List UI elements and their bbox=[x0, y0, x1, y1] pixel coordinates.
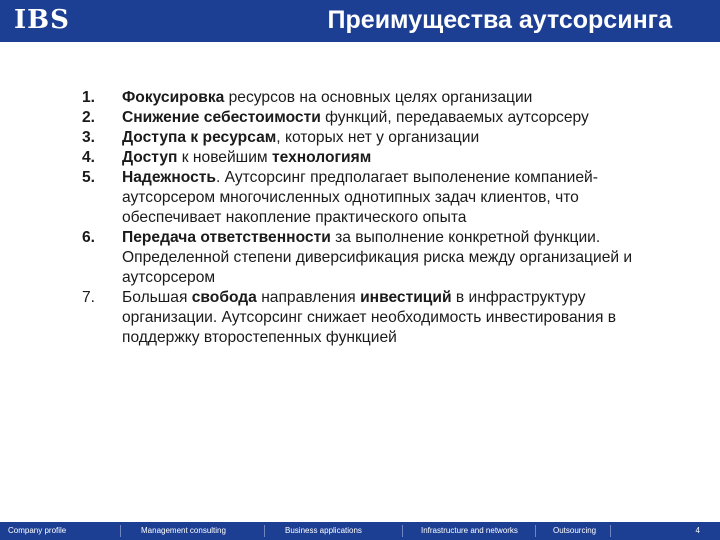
emphasis-text: технологиям bbox=[271, 149, 372, 166]
emphasis-text: свобода bbox=[191, 289, 257, 306]
footer-item-company-profile[interactable]: Company profile bbox=[8, 526, 67, 535]
footer-divider bbox=[535, 525, 536, 537]
body-text: за выполнение конкретной функции. Определенной степени диверсификация риска между организацией и аутсорсером bbox=[122, 229, 633, 286]
footer-divider bbox=[120, 525, 121, 537]
footer-item-infrastructure[interactable]: Infrastructure and networks bbox=[421, 526, 518, 535]
list-item-text bbox=[122, 228, 642, 288]
footer-divider bbox=[264, 525, 265, 537]
advantages-list bbox=[82, 88, 642, 348]
body-text: , которых нет у организации bbox=[276, 129, 480, 146]
body-text: направления bbox=[256, 289, 361, 306]
list-item-number: 5. bbox=[82, 169, 96, 186]
list-item-number: 3. bbox=[82, 129, 96, 146]
list-item-text bbox=[122, 108, 642, 128]
footer-item-business-applications[interactable]: Business applications bbox=[285, 526, 362, 535]
footer-bar bbox=[0, 522, 720, 540]
logo-text: IBS bbox=[14, 5, 70, 35]
body-text: функций, передаваемых аутсорсеру bbox=[320, 109, 589, 126]
footer-item-management-consulting[interactable]: Management consulting bbox=[141, 526, 226, 535]
emphasis-text: Снижение себестоимости bbox=[122, 109, 321, 126]
body-text: Большая bbox=[122, 289, 192, 306]
footer-divider bbox=[402, 525, 403, 537]
footer-item-outsourcing[interactable]: Outsourcing bbox=[553, 526, 597, 535]
footer-divider bbox=[610, 525, 611, 537]
list-item-number: 2. bbox=[82, 109, 96, 126]
body-text: к новейшим bbox=[177, 149, 272, 166]
list-item bbox=[82, 288, 642, 348]
ibs-logo bbox=[14, 4, 98, 36]
list-item-number: 6. bbox=[82, 229, 96, 246]
list-item-number: 7. bbox=[82, 289, 96, 306]
list-item-number: 4. bbox=[82, 149, 96, 166]
list-item-number: 1. bbox=[82, 89, 96, 106]
list-item bbox=[82, 228, 642, 288]
body-text: . Аутсорсинг предполагает выполенение компанией-аутсорсером многочисленных однотипных задач клиентов, что обеспечивает накопление практического опыта bbox=[122, 169, 598, 226]
emphasis-text: Фокусировка bbox=[122, 89, 225, 106]
header-bar bbox=[0, 0, 720, 42]
list-item-text bbox=[122, 168, 642, 228]
list-item bbox=[82, 88, 642, 108]
emphasis-text: Доступа к ресурсам bbox=[122, 129, 277, 146]
list-item-text bbox=[122, 128, 642, 148]
page-number: 4 bbox=[695, 526, 700, 535]
emphasis-text: Надежность bbox=[122, 169, 216, 186]
list-item bbox=[82, 108, 642, 128]
list-item bbox=[82, 148, 642, 168]
list-item-text bbox=[122, 288, 642, 348]
list-item-text bbox=[122, 148, 642, 168]
body-text: в инфраструктуру организации. Аутсорсинг снижает необходимость инвестирования в поддержку второстепенных функцией bbox=[122, 289, 617, 346]
list-item bbox=[82, 128, 642, 148]
body-text: ресурсов на основных целях организации bbox=[224, 89, 533, 106]
emphasis-text: Передача ответственности bbox=[122, 229, 331, 246]
emphasis-text: Доступ bbox=[122, 149, 178, 166]
list-item bbox=[82, 168, 642, 228]
list-item-text bbox=[122, 88, 642, 108]
emphasis-text: инвестиций bbox=[360, 289, 452, 306]
slide-title: Преимущества аутсорсинга bbox=[327, 6, 672, 34]
